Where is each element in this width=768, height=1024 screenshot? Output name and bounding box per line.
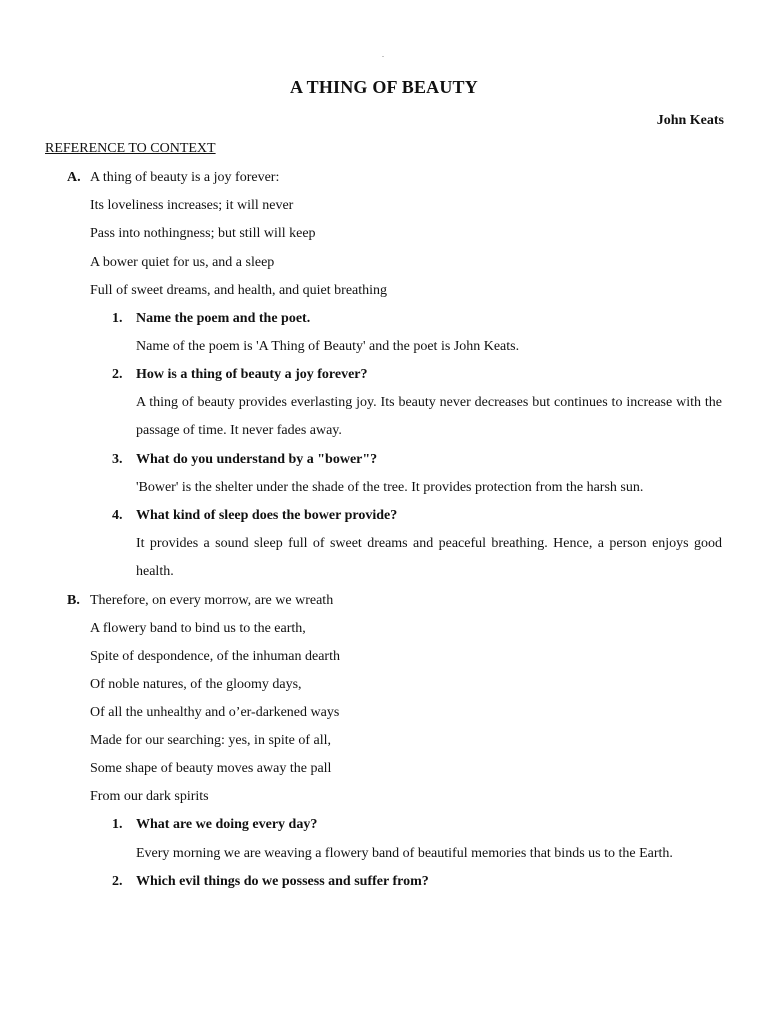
section-b-label: B. <box>67 593 80 608</box>
answer-text: 'Bower' is the shelter under the shade of the tree. It provides protection from the harsh sun. <box>136 480 644 495</box>
answer-text: A thing of beauty provides everlasting joy. Its beauty never decreases but continues to increase with the passage of time. It never fades away. <box>136 395 722 438</box>
question-number: 1. <box>112 817 123 832</box>
verse-line: Some shape of beauty moves away the pall <box>90 761 332 776</box>
verse-line: Made for our searching: yes, in spite of all, <box>90 733 332 748</box>
answer-text: Every morning we are weaving a flowery band of beautiful memories that binds us to the Earth. <box>136 846 673 861</box>
verse-line: A bower quiet for us, and a sleep <box>90 255 275 270</box>
verse-line: Spite of despondence, of the inhuman dearth <box>90 649 340 664</box>
verse-line: Full of sweet dreams, and health, and quiet breathing <box>90 283 388 298</box>
question-number: 1. <box>112 311 123 326</box>
question-number: 3. <box>112 452 123 467</box>
verse-line: Of all the unhealthy and o’er-darkened ways <box>90 705 340 720</box>
question-text: What kind of sleep does the bower provide? <box>136 508 398 523</box>
verse-line: Pass into nothingness; but still will keep <box>90 226 316 241</box>
verse-line: From our dark spirits <box>90 789 209 804</box>
page-mark: . <box>382 50 384 59</box>
question-number: 2. <box>112 367 123 382</box>
question-text: How is a thing of beauty a joy forever? <box>136 367 368 382</box>
answer-text: It provides a sound sleep full of sweet dreams and peaceful breathing. Hence, a person enjoys good health. <box>136 536 722 579</box>
verse-line: Therefore, on every morrow, are we wreath <box>90 593 334 608</box>
question-text: What are we doing every day? <box>136 817 318 832</box>
question-number: 4. <box>112 508 123 523</box>
section-heading: REFERENCE TO CONTEXT <box>45 141 216 156</box>
question-text: What do you understand by a "bower"? <box>136 452 378 467</box>
verse-line: Of noble natures, of the gloomy days, <box>90 677 302 692</box>
verse-line: A thing of beauty is a joy forever: <box>90 170 280 185</box>
author-name: John Keats <box>656 113 724 128</box>
section-a-label: A. <box>67 170 81 185</box>
verse-line: A flowery band to bind us to the earth, <box>90 621 306 636</box>
question-text: Which evil things do we possess and suffer from? <box>136 874 429 889</box>
question-number: 2. <box>112 874 123 889</box>
question-text: Name the poem and the poet. <box>136 311 311 326</box>
page-title: A THING OF BEAUTY <box>290 77 478 97</box>
verse-line: Its loveliness increases; it will never <box>90 198 294 213</box>
answer-text: Name of the poem is 'A Thing of Beauty' and the poet is John Keats. <box>136 339 520 354</box>
